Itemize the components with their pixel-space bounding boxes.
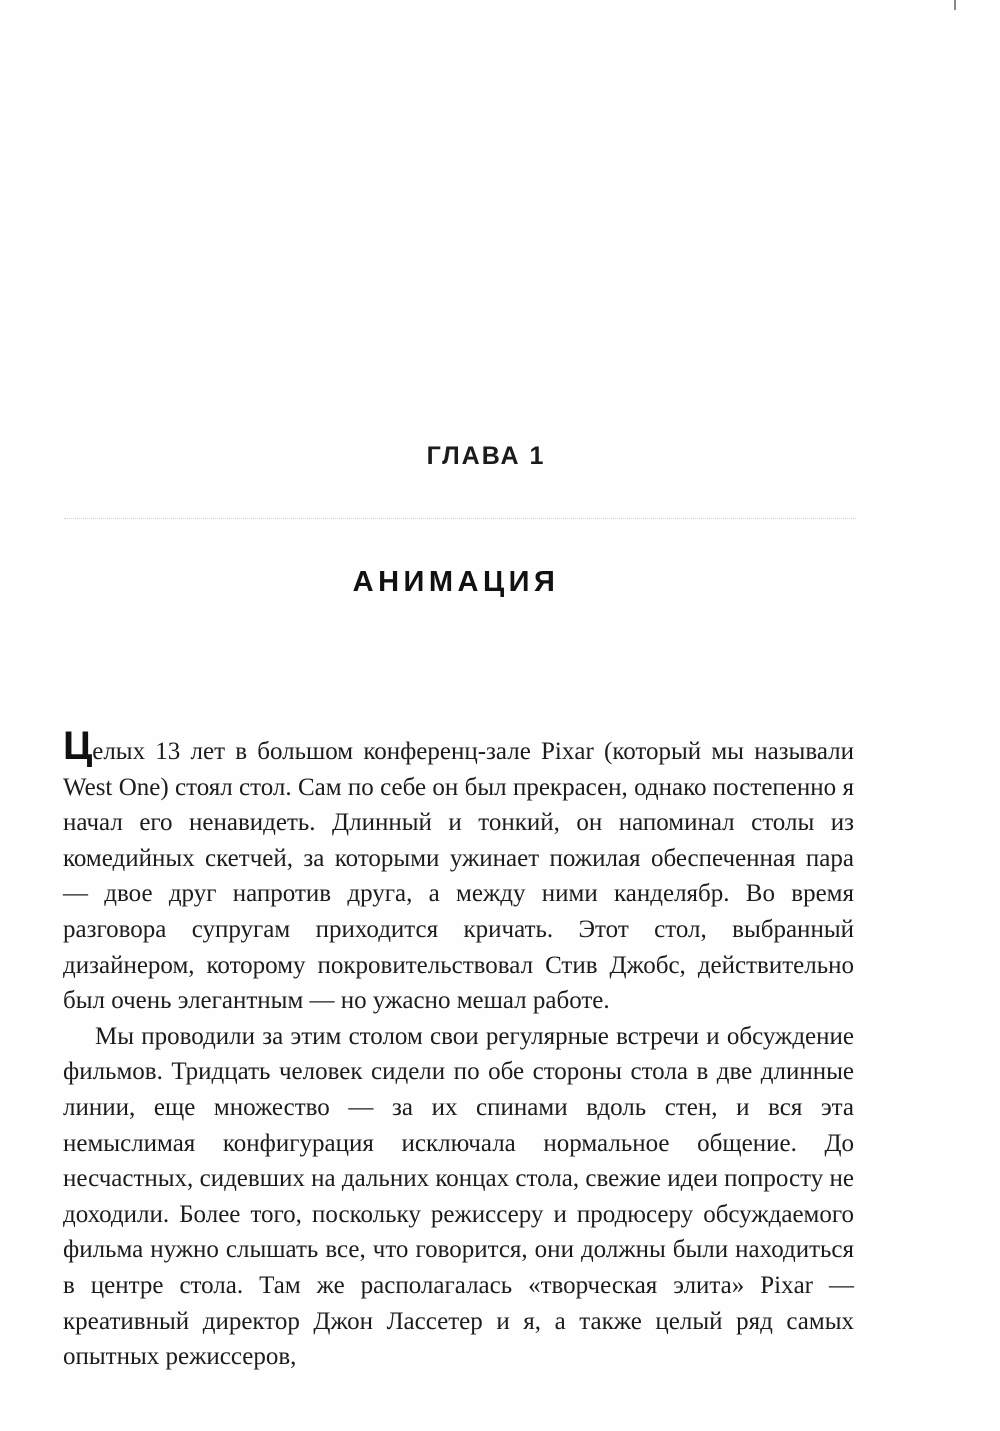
scan-edge-mark	[954, 0, 956, 10]
chapter-title: АНИМАЦИЯ	[352, 566, 560, 598]
chapter-number: ГЛАВА 1	[426, 442, 546, 470]
chapter-divider	[64, 518, 856, 519]
paragraph-2: Мы проводили за этим столом свои регулярные встречи и обсуждение фильмов. Тридцать человек сидели по обе стороны стола в две длинные линии, еще множество — за их спинами вдоль стен, и вся эта немыслимая конфигурация исключала нормальное общение. До несчастных, сидевших на дальних концах стола, свежие идеи попросту не доходили. Более того, поскольку режиссеру и продюсеру обсуждаемого фильма нужно слышать все, что говорится, они должны были находиться в центре стола. Там же располагалась «творческая элита» Pixar — креативный директор Джон Лассетер и я, а также целый ряд самых опытных режиссеров,	[63, 1022, 854, 1371]
drop-cap: Ц	[63, 724, 93, 768]
paragraph-1	[63, 724, 854, 1019]
body-text	[63, 724, 854, 1375]
paragraph-1-text: елых 13 лет в большом конференц-зале Pixar (который мы называли West One) стоял стол. Сам по себе он был прекрасен, однако постепенно я начал его ненавидеть. Длинный и тонкий, он напоминал столы из комедийных скетчей, за которыми ужинает пожилая обеспеченная пара — двое друг напротив друга, а между ними канделябр. Во время разговора супругам приходится кричать. Этот стол, выбранный дизайнером, которому покровительствовал Стив Джобс, действительно был очень элегантным — но ужасно мешал работе.	[63, 738, 854, 1015]
